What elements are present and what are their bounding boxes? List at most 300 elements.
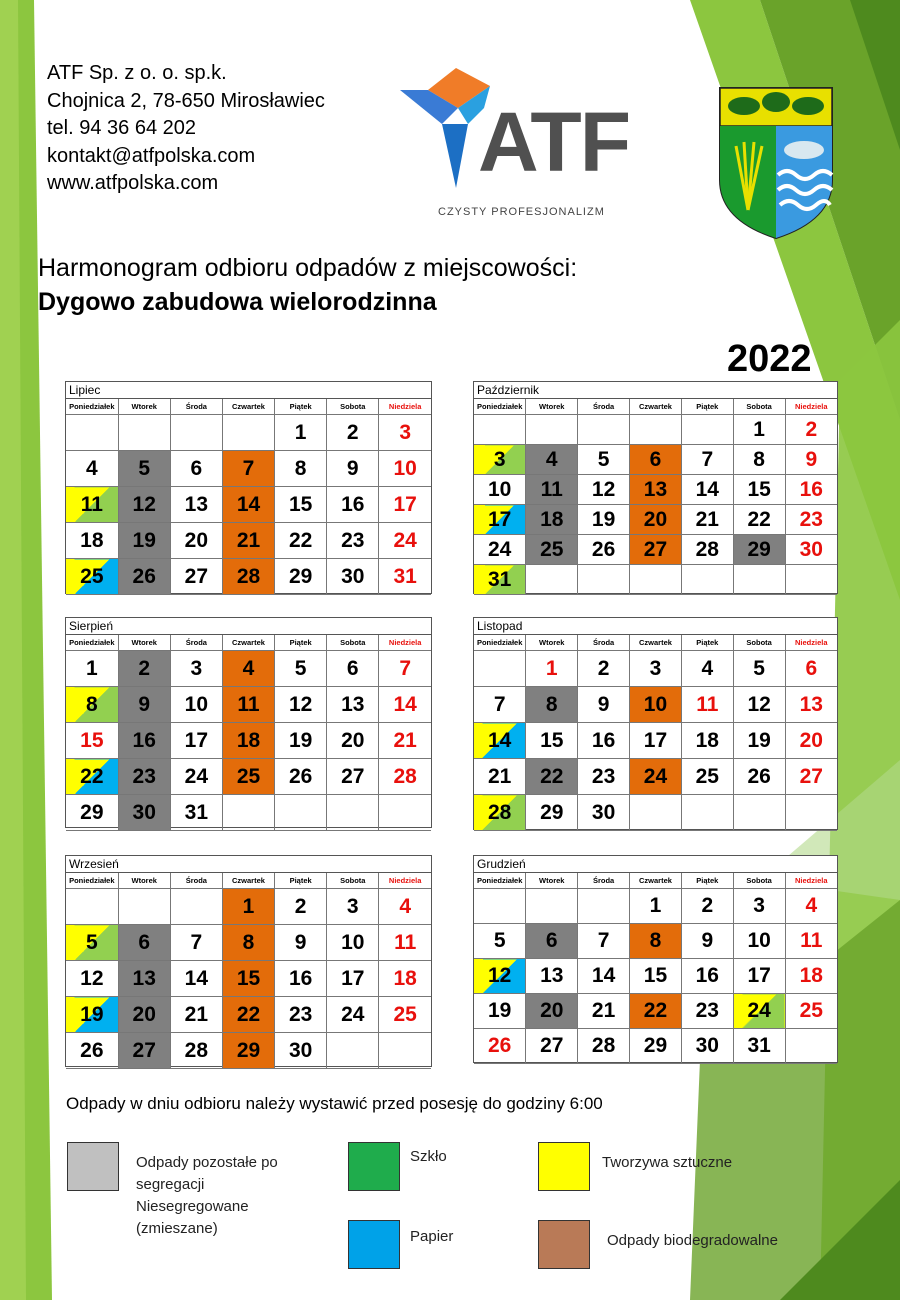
weekday-label: Wtorek — [526, 399, 578, 415]
day-cell: 21 — [474, 759, 526, 795]
company-address: Chojnica 2, 78-650 Mirosławiec — [47, 89, 325, 112]
day-cell: 12 — [118, 487, 170, 523]
month-table — [66, 635, 431, 831]
weekday-label: Wtorek — [118, 635, 170, 651]
day-cell: 17 — [170, 723, 222, 759]
day-cell: 12 — [474, 959, 526, 994]
weekday-header — [474, 873, 837, 889]
legend-swatch-plastic — [538, 1142, 590, 1191]
day-cell: 8 — [630, 924, 682, 959]
day-cell: 26 — [275, 759, 327, 795]
day-cell: 25 — [222, 759, 274, 795]
weekday-label: Sobota — [327, 399, 379, 415]
empty-cell — [578, 889, 630, 924]
day-cell: 28 — [578, 1029, 630, 1064]
day-cell: 3 — [170, 651, 222, 687]
logo-tagline: CZYSTY PROFESJONALIZM — [438, 206, 605, 218]
day-cell: 12 — [578, 475, 630, 505]
day-cell: 2 — [275, 889, 327, 925]
day-cell: 21 — [222, 523, 274, 559]
empty-cell — [474, 889, 526, 924]
day-cell: 17 — [630, 723, 682, 759]
weekday-label: Piątek — [681, 635, 733, 651]
week-row — [66, 759, 431, 795]
day-cell: 28 — [170, 1033, 222, 1069]
week-row — [474, 994, 837, 1029]
weekday-label: Czwartek — [222, 399, 274, 415]
day-cell: 24 — [379, 523, 431, 559]
day-cell: 27 — [118, 1033, 170, 1069]
empty-cell — [681, 565, 733, 595]
day-cell: 7 — [681, 445, 733, 475]
day-cell: 29 — [66, 795, 118, 831]
day-cell: 16 — [681, 959, 733, 994]
week-row — [474, 889, 837, 924]
weekday-label: Środa — [170, 635, 222, 651]
day-cell: 15 — [630, 959, 682, 994]
day-cell: 18 — [526, 505, 578, 535]
week-row — [474, 535, 837, 565]
day-cell: 8 — [526, 687, 578, 723]
day-cell: 22 — [526, 759, 578, 795]
day-cell: 25 — [66, 559, 118, 595]
day-cell: 14 — [681, 475, 733, 505]
empty-cell — [526, 889, 578, 924]
day-cell: 13 — [170, 487, 222, 523]
day-cell: 10 — [630, 687, 682, 723]
day-cell: 11 — [222, 687, 274, 723]
day-cell: 5 — [733, 651, 785, 687]
day-cell: 22 — [66, 759, 118, 795]
empty-cell — [379, 1033, 431, 1069]
weekday-label: Środa — [578, 873, 630, 889]
weekday-label: Sobota — [733, 399, 785, 415]
weekday-label: Niedziela — [785, 635, 837, 651]
week-row — [474, 475, 837, 505]
week-row — [474, 795, 837, 831]
day-cell: 23 — [681, 994, 733, 1029]
day-cell: 6 — [327, 651, 379, 687]
day-cell: 8 — [66, 687, 118, 723]
weekday-header — [474, 399, 837, 415]
weekday-label: Środa — [578, 399, 630, 415]
weekday-label: Niedziela — [785, 399, 837, 415]
day-cell: 5 — [66, 925, 118, 961]
weekday-label: Piątek — [275, 635, 327, 651]
day-cell: 20 — [785, 723, 837, 759]
day-cell: 2 — [578, 651, 630, 687]
day-cell: 7 — [474, 687, 526, 723]
day-cell: 14 — [222, 487, 274, 523]
day-cell: 24 — [474, 535, 526, 565]
empty-cell — [222, 415, 274, 451]
day-cell: 27 — [327, 759, 379, 795]
legend-swatch-mixed — [67, 1142, 119, 1191]
empty-cell — [785, 565, 837, 595]
day-cell: 19 — [66, 997, 118, 1033]
legend-swatch-bio — [538, 1220, 590, 1269]
day-cell: 18 — [785, 959, 837, 994]
weekday-label: Piątek — [275, 873, 327, 889]
weekday-label: Piątek — [681, 399, 733, 415]
day-cell: 26 — [66, 1033, 118, 1069]
day-cell: 13 — [785, 687, 837, 723]
pickup-note: Odpady w dniu odbioru należy wystawić przed posesję do godziny 6:00 — [66, 1094, 603, 1113]
day-cell: 9 — [578, 687, 630, 723]
month-table — [66, 399, 431, 595]
day-cell: 29 — [733, 535, 785, 565]
month-table — [474, 873, 837, 1064]
week-row — [66, 451, 431, 487]
day-cell: 14 — [170, 961, 222, 997]
weekday-label: Niedziela — [379, 635, 431, 651]
day-cell: 6 — [170, 451, 222, 487]
empty-cell — [630, 415, 682, 445]
day-cell: 15 — [222, 961, 274, 997]
weekday-header — [66, 635, 431, 651]
legend-label-glass: Szkło — [410, 1148, 447, 1165]
empty-cell — [681, 415, 733, 445]
day-cell: 5 — [578, 445, 630, 475]
day-cell: 31 — [170, 795, 222, 831]
weekday-label: Czwartek — [630, 399, 682, 415]
empty-cell — [681, 795, 733, 831]
day-cell: 23 — [118, 759, 170, 795]
day-cell: 19 — [578, 505, 630, 535]
day-cell: 28 — [222, 559, 274, 595]
day-cell: 20 — [170, 523, 222, 559]
day-cell: 8 — [275, 451, 327, 487]
week-row — [474, 1029, 837, 1064]
weekday-label: Czwartek — [630, 873, 682, 889]
company-name: ATF Sp. z o. o. sp.k. — [47, 62, 227, 84]
weekday-label: Niedziela — [379, 873, 431, 889]
weekday-label: Niedziela — [785, 873, 837, 889]
day-cell: 17 — [733, 959, 785, 994]
day-cell: 21 — [379, 723, 431, 759]
empty-cell — [526, 565, 578, 595]
calendar-sierpien — [65, 617, 432, 828]
day-cell: 19 — [118, 523, 170, 559]
day-cell: 24 — [733, 994, 785, 1029]
week-row — [474, 723, 837, 759]
day-cell: 10 — [170, 687, 222, 723]
day-cell: 27 — [785, 759, 837, 795]
weekday-label: Środa — [578, 635, 630, 651]
day-cell: 7 — [379, 651, 431, 687]
calendar-listopad — [473, 617, 838, 830]
day-cell: 22 — [630, 994, 682, 1029]
day-cell: 11 — [526, 475, 578, 505]
week-row — [474, 924, 837, 959]
schedule-title: Harmonogram odbioru odpadów z miejscowości: — [38, 254, 578, 282]
day-cell: 15 — [66, 723, 118, 759]
empty-cell — [327, 1033, 379, 1069]
day-cell: 18 — [379, 961, 431, 997]
week-row — [66, 889, 431, 925]
atf-logo — [398, 68, 648, 228]
empty-cell — [630, 795, 682, 831]
day-cell: 3 — [379, 415, 431, 451]
logo-text: ATF — [478, 95, 630, 189]
day-cell: 11 — [785, 924, 837, 959]
day-cell: 19 — [474, 994, 526, 1029]
day-cell: 13 — [526, 959, 578, 994]
empty-cell — [66, 889, 118, 925]
legend-label-bio: Odpady biodegradowalne — [607, 1232, 778, 1249]
day-cell: 13 — [118, 961, 170, 997]
day-cell: 26 — [474, 1029, 526, 1064]
week-row — [66, 997, 431, 1033]
day-cell: 31 — [474, 565, 526, 595]
weekday-label: Poniedziałek — [66, 399, 118, 415]
day-cell: 21 — [681, 505, 733, 535]
day-cell: 6 — [118, 925, 170, 961]
weekday-label: Czwartek — [222, 635, 274, 651]
week-row — [474, 565, 837, 595]
day-cell: 29 — [275, 559, 327, 595]
day-cell: 6 — [630, 445, 682, 475]
empty-cell — [578, 565, 630, 595]
day-cell: 2 — [118, 651, 170, 687]
day-cell: 2 — [681, 889, 733, 924]
day-cell: 1 — [630, 889, 682, 924]
day-cell: 14 — [578, 959, 630, 994]
day-cell: 19 — [733, 723, 785, 759]
day-cell: 20 — [118, 997, 170, 1033]
empty-cell — [275, 795, 327, 831]
day-cell: 3 — [630, 651, 682, 687]
day-cell: 25 — [785, 994, 837, 1029]
day-cell: 18 — [681, 723, 733, 759]
day-cell: 16 — [275, 961, 327, 997]
day-cell: 15 — [526, 723, 578, 759]
legend-label-paper: Papier — [410, 1228, 454, 1245]
day-cell: 23 — [327, 523, 379, 559]
week-row — [474, 415, 837, 445]
month-table — [474, 399, 837, 595]
day-cell: 5 — [275, 651, 327, 687]
day-cell: 27 — [630, 535, 682, 565]
weekday-label: Poniedziałek — [66, 873, 118, 889]
day-cell: 1 — [275, 415, 327, 451]
weekday-label: Czwartek — [222, 873, 274, 889]
day-cell: 7 — [578, 924, 630, 959]
week-row — [66, 687, 431, 723]
day-cell: 23 — [578, 759, 630, 795]
weekday-label: Niedziela — [379, 399, 431, 415]
day-cell: 30 — [785, 535, 837, 565]
day-cell: 30 — [578, 795, 630, 831]
legend-swatch-glass — [348, 1142, 400, 1191]
day-cell: 14 — [474, 723, 526, 759]
day-cell: 7 — [170, 925, 222, 961]
day-cell: 4 — [785, 889, 837, 924]
day-cell: 17 — [474, 505, 526, 535]
day-cell: 8 — [733, 445, 785, 475]
empty-cell — [170, 415, 222, 451]
day-cell: 5 — [118, 451, 170, 487]
day-cell: 10 — [379, 451, 431, 487]
day-cell: 19 — [275, 723, 327, 759]
day-cell: 15 — [733, 475, 785, 505]
weekday-header — [66, 399, 431, 415]
week-row — [474, 445, 837, 475]
day-cell: 28 — [681, 535, 733, 565]
day-cell: 6 — [785, 651, 837, 687]
day-cell: 26 — [118, 559, 170, 595]
weekday-label: Sobota — [733, 873, 785, 889]
day-cell: 12 — [275, 687, 327, 723]
day-cell: 25 — [379, 997, 431, 1033]
legend-label-mixed: Odpady pozostałe po segregacji Niesegregowane (zmieszane) — [136, 1154, 278, 1237]
empty-cell — [170, 889, 222, 925]
day-cell: 1 — [526, 651, 578, 687]
day-cell: 29 — [222, 1033, 274, 1069]
day-cell: 20 — [327, 723, 379, 759]
day-cell: 26 — [733, 759, 785, 795]
day-cell: 14 — [379, 687, 431, 723]
day-cell: 10 — [733, 924, 785, 959]
day-cell: 30 — [327, 559, 379, 595]
day-cell: 22 — [275, 523, 327, 559]
coat-of-arms-icon — [716, 80, 836, 240]
day-cell: 11 — [681, 687, 733, 723]
year: 2022 — [727, 338, 812, 380]
day-cell: 31 — [733, 1029, 785, 1064]
day-cell: 1 — [733, 415, 785, 445]
week-row — [66, 1033, 431, 1069]
day-cell: 20 — [630, 505, 682, 535]
day-cell: 21 — [578, 994, 630, 1029]
day-cell: 9 — [275, 925, 327, 961]
day-cell: 17 — [379, 487, 431, 523]
day-cell: 9 — [327, 451, 379, 487]
month-name: Listopad — [474, 618, 837, 635]
calendar-lipiec — [65, 381, 432, 594]
company-email[interactable]: kontakt@atfpolska.com — [47, 144, 256, 167]
day-cell: 30 — [681, 1029, 733, 1064]
weekday-label: Poniedziałek — [66, 635, 118, 651]
day-cell: 17 — [327, 961, 379, 997]
day-cell: 22 — [733, 505, 785, 535]
day-cell: 4 — [526, 445, 578, 475]
day-cell: 5 — [474, 924, 526, 959]
day-cell: 12 — [733, 687, 785, 723]
week-row — [66, 961, 431, 997]
day-cell: 10 — [474, 475, 526, 505]
weekday-label: Poniedziałek — [474, 873, 526, 889]
weekday-label: Sobota — [327, 873, 379, 889]
empty-cell — [785, 1029, 837, 1064]
day-cell: 29 — [630, 1029, 682, 1064]
week-row — [474, 687, 837, 723]
day-cell: 13 — [630, 475, 682, 505]
day-cell: 12 — [66, 961, 118, 997]
weekday-header — [474, 635, 837, 651]
calendar-pazdziernik — [473, 381, 838, 594]
day-cell: 24 — [170, 759, 222, 795]
day-cell: 25 — [526, 535, 578, 565]
day-cell: 26 — [578, 535, 630, 565]
week-row — [66, 523, 431, 559]
weekday-label: Wtorek — [526, 635, 578, 651]
empty-cell — [733, 795, 785, 831]
day-cell: 4 — [379, 889, 431, 925]
day-cell: 8 — [222, 925, 274, 961]
day-cell: 11 — [66, 487, 118, 523]
week-row — [66, 795, 431, 831]
day-cell: 18 — [222, 723, 274, 759]
day-cell: 24 — [630, 759, 682, 795]
empty-cell — [785, 795, 837, 831]
day-cell: 22 — [222, 997, 274, 1033]
day-cell: 30 — [275, 1033, 327, 1069]
legend-swatch-paper — [348, 1220, 400, 1269]
empty-cell — [578, 415, 630, 445]
month-name: Październik — [474, 382, 837, 399]
week-row — [66, 925, 431, 961]
day-cell: 23 — [785, 505, 837, 535]
day-cell: 28 — [379, 759, 431, 795]
week-row — [66, 723, 431, 759]
weekday-label: Czwartek — [630, 635, 682, 651]
week-row — [66, 651, 431, 687]
day-cell: 13 — [327, 687, 379, 723]
weekday-label: Środa — [170, 399, 222, 415]
weekday-label: Sobota — [733, 635, 785, 651]
day-cell: 20 — [526, 994, 578, 1029]
empty-cell — [526, 415, 578, 445]
day-cell: 16 — [118, 723, 170, 759]
day-cell: 2 — [785, 415, 837, 445]
weekday-header — [66, 873, 431, 889]
month-table — [66, 873, 431, 1069]
day-cell: 16 — [785, 475, 837, 505]
weekday-label: Środa — [170, 873, 222, 889]
empty-cell — [222, 795, 274, 831]
day-cell: 31 — [379, 559, 431, 595]
weekday-label: Poniedziałek — [474, 399, 526, 415]
month-name: Wrzesień — [66, 856, 431, 873]
month-name: Grudzień — [474, 856, 837, 873]
calendar-grudzien — [473, 855, 838, 1063]
week-row — [474, 959, 837, 994]
day-cell: 24 — [327, 997, 379, 1033]
day-cell: 1 — [222, 889, 274, 925]
week-row — [66, 415, 431, 451]
day-cell: 25 — [681, 759, 733, 795]
day-cell: 11 — [379, 925, 431, 961]
day-cell: 27 — [526, 1029, 578, 1064]
week-row — [474, 759, 837, 795]
day-cell: 27 — [170, 559, 222, 595]
company-website[interactable]: www.atfpolska.com — [47, 172, 219, 194]
day-cell: 9 — [681, 924, 733, 959]
weekday-label: Poniedziałek — [474, 635, 526, 651]
weekday-label: Wtorek — [526, 873, 578, 889]
day-cell: 30 — [118, 795, 170, 831]
day-cell: 6 — [526, 924, 578, 959]
empty-cell — [379, 795, 431, 831]
company-contact — [47, 60, 325, 198]
calendar-wrzesien — [65, 855, 432, 1067]
empty-cell — [66, 415, 118, 451]
empty-cell — [118, 889, 170, 925]
day-cell: 9 — [785, 445, 837, 475]
month-table — [474, 635, 837, 831]
weekday-label: Wtorek — [118, 399, 170, 415]
